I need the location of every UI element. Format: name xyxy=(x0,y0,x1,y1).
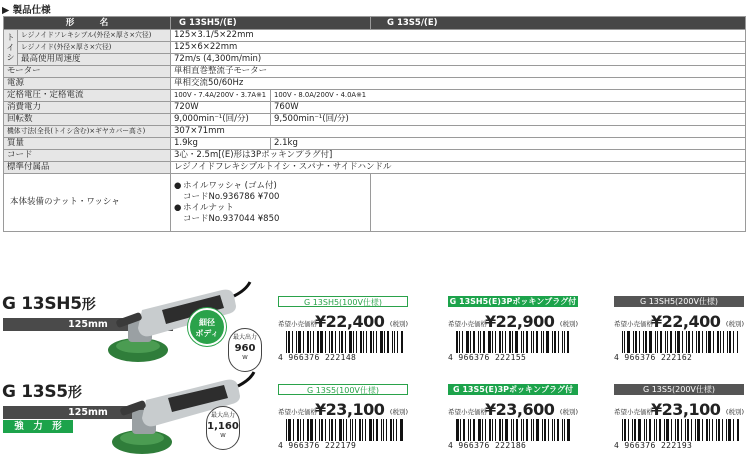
barcode-stripe xyxy=(373,419,374,441)
barcode xyxy=(286,419,404,441)
barcode-stripe xyxy=(310,331,311,353)
barcode-stripe xyxy=(473,419,475,441)
barcode-stripe xyxy=(516,419,518,441)
barcode-stripe xyxy=(695,419,696,441)
barcode-stripe xyxy=(655,331,656,353)
barcode-stripe xyxy=(386,419,387,441)
barcode-digits: 4 966376 222148 xyxy=(278,353,357,362)
barcode-stripe xyxy=(505,419,508,441)
barcode-stripe xyxy=(359,419,361,441)
barcode-stripe xyxy=(644,419,645,441)
barcode-stripe xyxy=(729,331,731,353)
price: 希望小売価格 ¥23,600 (税別) xyxy=(448,400,578,419)
barcode-stripe xyxy=(286,419,287,441)
spec-label: 質量 xyxy=(4,138,171,150)
barcode-stripe xyxy=(392,331,393,353)
barcode xyxy=(456,331,574,353)
price-card-title: G 13SH5(200V仕様) xyxy=(614,296,744,307)
spec-row-nut xyxy=(4,174,746,232)
barcode-stripe xyxy=(677,419,679,441)
barcode-stripe xyxy=(733,419,734,441)
barcode-stripe xyxy=(706,419,708,441)
barcode-stripe xyxy=(512,331,513,353)
nut-empty-cell xyxy=(371,174,746,232)
barcode-stripe xyxy=(307,419,309,441)
barcode-stripe xyxy=(706,331,707,353)
barcode-stripe xyxy=(335,331,336,353)
barcode-stripe xyxy=(557,419,559,441)
barcode-stripe xyxy=(329,331,330,353)
barcode-stripe xyxy=(292,331,293,353)
barcode-stripe xyxy=(466,331,469,353)
barcode-stripe xyxy=(737,419,739,441)
spec-value: 72m/s (4,300m/min) xyxy=(171,54,746,66)
barcode-stripe xyxy=(686,331,687,353)
spec-value-col2: 100V・8.0A/200V・4.0A※1 xyxy=(271,90,746,102)
barcode-stripe xyxy=(341,331,343,353)
barcode-stripe xyxy=(339,419,342,441)
barcode-stripe xyxy=(656,419,657,441)
barcode-stripe xyxy=(468,419,469,441)
price-card xyxy=(278,296,408,362)
spec-value: 125×3.1/5×22mm xyxy=(171,30,746,42)
spec-row xyxy=(4,126,746,138)
barcode-stripe xyxy=(387,331,389,353)
section-title: ▶ 製品仕様 xyxy=(2,5,51,16)
price: 希望小売価格 ¥23,100 (税別) xyxy=(614,400,744,419)
barcode-stripe xyxy=(664,419,665,441)
barcode xyxy=(622,331,740,353)
spec-value-col1: 1.9kg xyxy=(171,138,271,150)
barcode-stripe xyxy=(726,419,727,441)
barcode-stripe xyxy=(383,419,384,441)
barcode-stripe xyxy=(346,419,347,441)
barcode-stripe xyxy=(485,419,486,441)
barcode-stripe xyxy=(702,419,703,441)
barcode-stripe xyxy=(356,331,357,353)
barcode-stripe xyxy=(643,331,644,353)
barcode-stripe xyxy=(627,331,630,353)
barcode-stripe xyxy=(533,331,534,353)
barcode-stripe xyxy=(515,331,518,353)
barcode-stripe xyxy=(373,331,374,353)
barcode-stripe xyxy=(691,419,692,441)
spec-row xyxy=(4,90,746,102)
barcode-digits: 4 966376 222186 xyxy=(448,441,527,450)
barcode-stripe xyxy=(633,331,634,353)
spec-value-col1: 100V・7.4A/200V・3.7A※1 xyxy=(171,90,271,102)
barcode-stripe xyxy=(526,419,528,441)
barcode-stripe xyxy=(456,331,458,353)
price-card-title: G 13S5(E)3Pポッキンプラグ付 xyxy=(448,384,578,395)
barcode-stripe xyxy=(365,419,366,441)
barcode-stripe xyxy=(380,331,383,353)
barcode-stripe xyxy=(495,419,496,441)
barcode-stripe xyxy=(716,419,717,441)
barcode-stripe xyxy=(671,419,672,441)
barcode-digits: 4 966376 222193 xyxy=(614,441,693,450)
barcode-stripe xyxy=(564,331,565,353)
barcode-stripe xyxy=(298,331,301,353)
barcode-stripe xyxy=(622,331,623,353)
spec-row xyxy=(4,78,746,90)
price: 希望小売価格 ¥22,400 (税別) xyxy=(278,312,408,331)
barcode-stripe xyxy=(478,331,479,353)
barcode xyxy=(622,419,740,441)
price-card-title: G 13SH5(E)3Pポッキンプラグ付 xyxy=(449,297,577,306)
barcode-stripe xyxy=(628,419,629,441)
barcode-stripe xyxy=(393,419,394,441)
price-card xyxy=(448,384,578,450)
spec-label: 電源 xyxy=(4,78,171,90)
barcode-stripe xyxy=(489,419,491,441)
barcode-stripe xyxy=(685,419,686,441)
barcode-digits: 4 966376 222162 xyxy=(614,353,693,362)
barcode-stripe xyxy=(345,331,346,353)
barcode-stripe xyxy=(353,331,354,353)
barcode-stripe xyxy=(303,419,304,441)
price: 希望小売価格 ¥22,900 (税別) xyxy=(448,312,578,331)
barcode-stripe xyxy=(463,419,465,441)
price: 希望小売価格 ¥22,400 (税別) xyxy=(614,312,744,331)
barcode-stripe xyxy=(381,419,382,441)
barcode-stripe xyxy=(558,331,559,353)
spec-row xyxy=(4,114,746,126)
barcode-stripe xyxy=(523,331,524,353)
barcode-stripe xyxy=(303,331,304,353)
barcode-stripe xyxy=(543,331,544,353)
barcode-stripe xyxy=(495,331,496,353)
spec-row xyxy=(4,150,746,162)
price-card xyxy=(448,296,578,362)
barcode-stripe xyxy=(546,331,549,353)
spec-label: 定格電圧・定格電流 xyxy=(4,90,171,102)
barcode-stripe xyxy=(325,419,326,441)
barcode-stripe xyxy=(567,419,570,441)
barcode-stripe xyxy=(401,331,403,353)
barcode-stripe xyxy=(567,331,569,353)
barcode-stripe xyxy=(645,331,647,353)
nut-list xyxy=(171,174,371,232)
spec-label: レジノイド(外径×厚さ×穴径) xyxy=(18,42,171,54)
barcode-stripe xyxy=(343,419,344,441)
nut-label: 本体装備のナット・ワッシャ xyxy=(4,174,171,232)
barcode-stripe xyxy=(727,331,728,353)
barcode-stripe xyxy=(666,419,669,441)
barcode-stripe xyxy=(649,331,652,353)
barcode-stripe xyxy=(480,331,481,353)
barcode-stripe xyxy=(462,331,463,353)
spec-value: 単相直巻整流子モーター xyxy=(171,66,746,78)
barcode-stripe xyxy=(317,331,319,353)
spec-value-col1: 720W xyxy=(171,102,271,114)
spec-label: レジノイドフレキシブル(外径×厚さ×穴径) xyxy=(18,30,171,42)
spec-value-col1: 9,000min⁻¹(回/分) xyxy=(171,114,271,126)
barcode-stripe xyxy=(460,419,461,441)
barcode-stripe xyxy=(492,331,493,353)
barcode-stripe xyxy=(360,331,362,353)
barcode-stripe xyxy=(396,419,397,441)
barcode-stripe xyxy=(376,331,377,353)
spec-value: 3心・2.5m[(E)形は3Pポッキンプラグ付] xyxy=(171,150,746,162)
barcode-stripe xyxy=(542,419,543,441)
barcode-stripe xyxy=(531,331,532,353)
barcode-stripe xyxy=(562,331,563,353)
barcode-stripe xyxy=(635,331,637,353)
barcode-stripe xyxy=(624,331,625,353)
nut-item: ● ホイルナット コードNo.937044 ¥850 xyxy=(174,202,280,224)
spec-value-col2: 9,500min⁻¹(回/分) xyxy=(271,114,746,126)
barcode-stripe xyxy=(355,419,356,441)
barcode-stripe xyxy=(297,419,299,441)
barcode-stripe xyxy=(521,331,522,353)
barcode-stripe xyxy=(562,419,563,441)
barcode-stripe xyxy=(502,419,503,441)
barcode-stripe xyxy=(733,331,734,353)
barcode-stripe xyxy=(320,331,323,353)
barcode-stripe xyxy=(548,419,549,441)
barcode-stripe xyxy=(665,331,666,353)
barcode-stripe xyxy=(533,419,534,441)
barcode-stripe xyxy=(659,419,661,441)
barcode-stripe xyxy=(521,419,522,441)
barcode-stripe xyxy=(376,419,378,441)
spec-row xyxy=(4,30,746,42)
barcode-stripe xyxy=(523,419,524,441)
barcode-stripe xyxy=(541,331,542,353)
product-size-bar: 125mm xyxy=(3,318,173,331)
barcode-stripe xyxy=(492,419,493,441)
barcode-stripe xyxy=(394,331,395,353)
price-card-title: G 13S5(100V仕様) xyxy=(278,384,408,395)
spec-row xyxy=(4,42,746,54)
barcode-stripe xyxy=(624,419,626,441)
barcode-stripe xyxy=(723,331,724,353)
barcode-stripe xyxy=(384,331,385,353)
barcode-stripe xyxy=(536,331,538,353)
barcode-stripe xyxy=(713,331,714,353)
barcode-stripe xyxy=(288,331,290,353)
barcode-stripe xyxy=(350,419,352,441)
barcode-stripe xyxy=(552,419,553,441)
barcode-stripe xyxy=(552,331,553,353)
barcode-stripe xyxy=(692,331,693,353)
spec-label: 回転数 xyxy=(4,114,171,126)
barcode-digits: 4 966376 222155 xyxy=(448,353,527,362)
barcode-stripe xyxy=(728,419,731,441)
barcode-stripe xyxy=(675,419,676,441)
barcode-stripe xyxy=(296,331,297,353)
barcode-stripe xyxy=(313,331,314,353)
barcode-stripe xyxy=(531,419,532,441)
barcode-stripe xyxy=(554,331,556,353)
barcode-stripe xyxy=(459,331,460,353)
spec-label: 標準付属品 xyxy=(4,162,171,174)
spec-row xyxy=(4,162,746,174)
barcode-stripe xyxy=(321,419,323,441)
barcode-stripe xyxy=(622,419,623,441)
spec-label: 最高使用周速度 xyxy=(18,54,171,66)
spec-row xyxy=(4,66,746,78)
spec-group-label: トイシ xyxy=(4,30,18,66)
barcode-stripe xyxy=(307,331,309,353)
barcode-stripe xyxy=(456,419,459,441)
spec-value: 125×6×22mm xyxy=(171,42,746,54)
price-card xyxy=(614,384,744,450)
barcode-stripe xyxy=(708,331,711,353)
nut-item: ● ホイルワッシャ (ゴム付) コードNo.936786 ¥700 xyxy=(174,180,280,202)
barcode-stripe xyxy=(688,331,690,353)
barcode-stripe xyxy=(634,419,636,441)
barcode-stripe xyxy=(722,419,723,441)
max-output-badge: 最大出力 1,160 W xyxy=(206,406,240,450)
spec-row xyxy=(4,54,746,66)
barcode-stripe xyxy=(737,331,738,353)
barcode-stripe xyxy=(536,419,539,441)
spec-header-row xyxy=(4,17,746,30)
barcode-stripe xyxy=(505,331,506,353)
barcode-stripe xyxy=(397,331,398,353)
barcode-stripe xyxy=(331,419,333,441)
barcode-stripe xyxy=(349,331,352,353)
barcode-stripe xyxy=(670,331,672,353)
barcode-stripe xyxy=(482,419,483,441)
barcode-stripe xyxy=(286,331,287,353)
barcode-stripe xyxy=(502,331,503,353)
barcode-stripe xyxy=(675,331,676,353)
barcode-stripe xyxy=(331,331,333,353)
spec-row xyxy=(4,102,746,114)
barcode-stripe xyxy=(697,419,700,441)
barcode-stripe xyxy=(370,331,372,353)
barcode-stripe xyxy=(660,331,662,353)
barcode-stripe xyxy=(329,419,330,441)
barcode-stripe xyxy=(667,331,668,353)
spec-label: 機体寸法(全長(トイシ含む)×ギヤカバー高さ) xyxy=(4,126,171,138)
barcode-stripe xyxy=(488,331,491,353)
barcode xyxy=(456,419,574,441)
barcode-stripe xyxy=(499,331,501,353)
barcode-stripe xyxy=(339,331,340,353)
spec-table xyxy=(3,16,746,232)
barcode-stripe xyxy=(632,419,633,441)
barcode-stripe xyxy=(687,419,689,441)
barcode-stripe xyxy=(554,419,555,441)
barcode-stripe xyxy=(362,419,363,441)
price-card-title: G 13SH5(100V仕様) xyxy=(278,296,408,307)
barcode-stripe xyxy=(293,419,294,441)
barcode-stripe xyxy=(681,419,682,441)
spec-label: コード xyxy=(4,150,171,162)
barcode-stripe xyxy=(720,331,721,353)
spec-header-name: 形 名 xyxy=(4,17,171,30)
barcode-stripe xyxy=(682,331,683,353)
barcode-stripe xyxy=(366,331,367,353)
spec-header-col1: G 13SH5/(E) xyxy=(171,17,371,30)
barcode-stripe xyxy=(369,419,372,441)
barcode-stripe xyxy=(310,419,313,441)
barcode-stripe xyxy=(319,419,320,441)
barcode-stripe xyxy=(717,331,719,353)
spec-header-col2: G 13S5/(E) xyxy=(371,17,746,30)
barcode-stripe xyxy=(638,419,641,441)
barcode-stripe xyxy=(400,419,403,441)
barcode-stripe xyxy=(709,419,710,441)
barcode-stripe xyxy=(499,419,501,441)
price: 希望小売価格 ¥23,100 (税別) xyxy=(278,400,408,419)
barcode-stripe xyxy=(390,419,392,441)
barcode-stripe xyxy=(470,419,471,441)
barcode-stripe xyxy=(698,331,700,353)
barcode-stripe xyxy=(702,331,703,353)
barcode-stripe xyxy=(315,419,316,441)
spec-value: レジノイドフレキシブルトイシ・スパナ・サイドハンドル xyxy=(171,162,746,174)
barcode-stripe xyxy=(470,331,471,353)
slim-body-badge: 細径 ボディ xyxy=(188,308,226,346)
barcode-stripe xyxy=(363,331,364,353)
product-title: G 13S5形 xyxy=(2,382,82,402)
spec-value-col2: 760W xyxy=(271,102,746,114)
barcode-stripe xyxy=(696,331,697,353)
barcode-stripe xyxy=(544,419,546,441)
barcode-stripe xyxy=(526,331,528,353)
product-title: G 13SH5形 xyxy=(2,294,96,314)
barcode-stripe xyxy=(639,331,640,353)
barcode-stripe xyxy=(677,331,680,353)
barcode-stripe xyxy=(654,419,655,441)
barcode-stripe xyxy=(657,331,658,353)
barcode-stripe xyxy=(649,419,651,441)
spec-row xyxy=(4,138,746,150)
barcode xyxy=(286,331,404,353)
barcode-stripe xyxy=(564,419,565,441)
spec-label: モーター xyxy=(4,66,171,78)
barcode-stripe xyxy=(288,419,291,441)
barcode-stripe xyxy=(509,331,511,353)
barcode-stripe xyxy=(325,331,326,353)
product-size-bar: 125mm xyxy=(3,406,173,419)
barcode-stripe xyxy=(478,419,481,441)
spec-value-col2: 2.1kg xyxy=(271,138,746,150)
barcode-stripe xyxy=(473,331,475,353)
barcode-digits: 4 966376 222179 xyxy=(278,441,357,450)
barcode-stripe xyxy=(646,419,647,441)
max-output-badge: 最大出力 960 W xyxy=(228,328,262,372)
spec-label: 消費電力 xyxy=(4,102,171,114)
barcode-stripe xyxy=(718,419,720,441)
spec-value: 単相交流50/60Hz xyxy=(171,78,746,90)
barcode-stripe xyxy=(511,419,512,441)
barcode-stripe xyxy=(483,331,485,353)
barcode-stripe xyxy=(513,419,514,441)
barcode-stripe xyxy=(712,419,713,441)
price-card-title: G 13S5(200V仕様) xyxy=(614,384,744,395)
price-card xyxy=(614,296,744,362)
heavy-duty-tag: 強 力 形 xyxy=(3,420,73,433)
price-card xyxy=(278,384,408,450)
spec-value: 307×71mm xyxy=(171,126,746,138)
barcode-stripe xyxy=(335,419,336,441)
barcode-stripe xyxy=(300,419,301,441)
barcode-stripe xyxy=(352,419,353,441)
